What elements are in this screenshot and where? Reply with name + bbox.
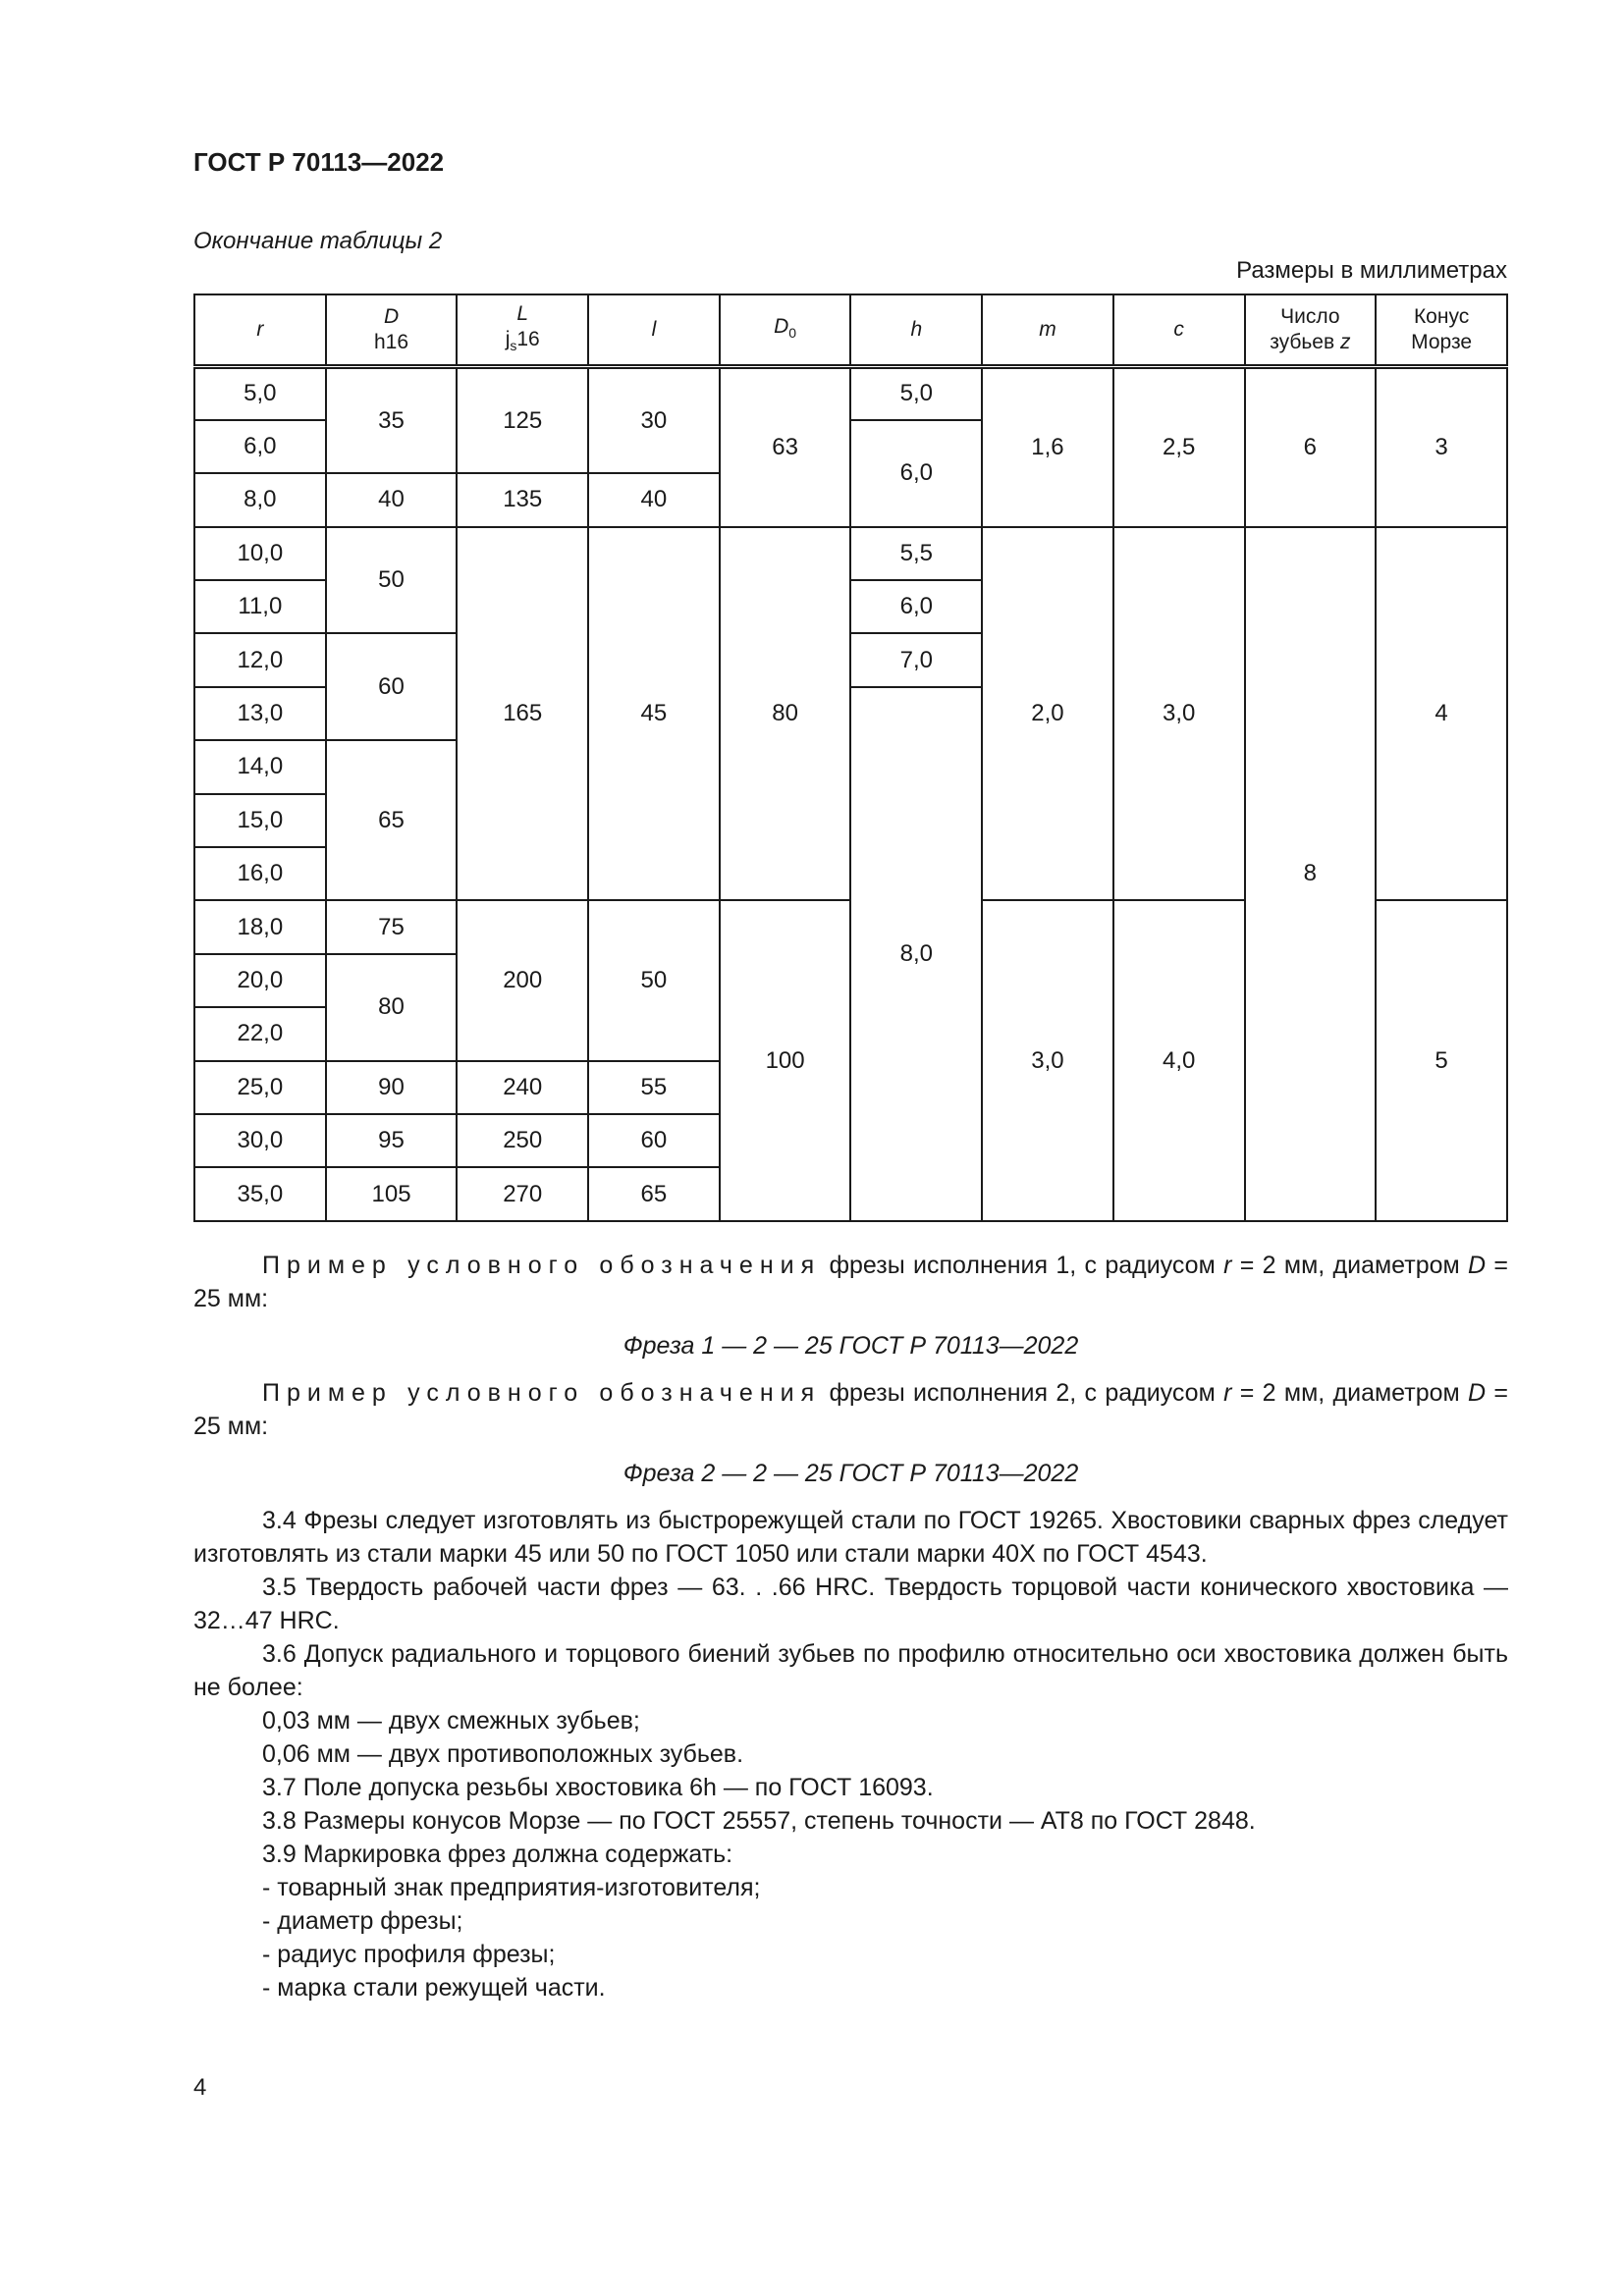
- cell-h: 6,0: [850, 580, 982, 633]
- cell-L: 165: [457, 527, 588, 901]
- cell-morse: 5: [1376, 900, 1507, 1220]
- table-row: [194, 527, 1507, 580]
- cell-h: 6,0: [850, 420, 982, 527]
- col-header-r: r: [194, 294, 326, 367]
- cell-L: 200: [457, 900, 588, 1060]
- cell-D: 75: [326, 900, 458, 953]
- cell-h: 8,0: [850, 687, 982, 1221]
- cell-h: 5,0: [850, 367, 982, 420]
- cell-L: 240: [457, 1061, 588, 1114]
- cell-D: 40: [326, 473, 458, 526]
- clause-3-5: 3.5 Твердость рабочей части фрез — 63. . .66 HRC. Твердость торцовой части конического хвостовика — 32…47 HRC.: [193, 1574, 1508, 1634]
- cell-r: 35,0: [194, 1167, 326, 1220]
- cell-c: 3,0: [1113, 527, 1245, 901]
- clause-3-6-item: 0,06 мм — двух противоположных зубьев.: [262, 1740, 744, 1768]
- cell-D: 105: [326, 1167, 458, 1220]
- cell-r: 13,0: [194, 687, 326, 740]
- cell-z: 6: [1245, 367, 1377, 527]
- cell-r: 30,0: [194, 1114, 326, 1167]
- example-1-designation: Фреза 1 — 2 — 25 ГОСТ Р 70113—2022: [623, 1332, 1079, 1360]
- cell-D: 90: [326, 1061, 458, 1114]
- cell-m: 1,6: [982, 367, 1113, 527]
- cell-D: 65: [326, 740, 458, 900]
- clause-3-8: 3.8 Размеры конусов Морзе — по ГОСТ 25557, степень точности — АТ8 по ГОСТ 2848.: [262, 1807, 1256, 1835]
- example-2-designation: Фреза 2 — 2 — 25 ГОСТ Р 70113—2022: [623, 1460, 1079, 1487]
- cell-L: 125: [457, 367, 588, 474]
- cell-r: 14,0: [194, 740, 326, 793]
- clause-3-9: 3.9 Маркировка фрез должна содержать:: [262, 1841, 733, 1868]
- col-header-teeth: Число зубьев z: [1245, 294, 1377, 367]
- cell-c: 2,5: [1113, 367, 1245, 527]
- table-header-row: [194, 294, 1507, 367]
- clause-3-9-item: - радиус профиля фрезы;: [262, 1941, 556, 1968]
- body-text: [193, 1249, 1508, 2004]
- clause-3-7: 3.7 Поле допуска резьбы хвостовика 6h — по ГОСТ 16093.: [262, 1774, 934, 1801]
- cell-m: 3,0: [982, 900, 1113, 1220]
- cell-D0: 100: [720, 900, 851, 1220]
- cell-z: 8: [1245, 527, 1377, 1221]
- cell-morse: 3: [1376, 367, 1507, 527]
- cell-l: 65: [588, 1167, 720, 1220]
- cell-r: 15,0: [194, 794, 326, 847]
- cell-D0: 80: [720, 527, 851, 901]
- clause-3-9-item: - диаметр фрезы;: [262, 1907, 463, 1935]
- cell-D: 50: [326, 527, 458, 634]
- cell-l: 30: [588, 367, 720, 474]
- cell-D: 35: [326, 367, 458, 474]
- table-row: [194, 367, 1507, 420]
- cell-m: 2,0: [982, 527, 1113, 901]
- cell-D: 60: [326, 633, 458, 740]
- table-units: Размеры в миллиметрах: [1236, 257, 1507, 284]
- clause-3-4: 3.4 Фрезы следует изготовлять из быстрорежущей стали по ГОСТ 19265. Хвостовики сварных фрез следует изготовлять из стали марки 45 или 50 по ГОСТ 1050 или стали марки 40Х по ГОСТ 4543.: [193, 1507, 1508, 1568]
- cell-L: 135: [457, 473, 588, 526]
- col-header-L: L $j_s16$: [457, 294, 588, 367]
- col-header-D0: $D_0$: [720, 294, 851, 367]
- cell-L: 250: [457, 1114, 588, 1167]
- clause-3-9-item: - товарный знак предприятия-изготовителя;: [262, 1874, 761, 1901]
- page-number: 4: [193, 2074, 207, 2101]
- col-header-m: m: [982, 294, 1113, 367]
- cell-r: 10,0: [194, 527, 326, 580]
- cell-morse: 4: [1376, 527, 1507, 901]
- example-2-paragraph: Пример условного обозначения фрезы исполнения 2, с радиусом r = 2 мм, диаметром D = 25 мм:: [193, 1379, 1508, 1440]
- cell-r: 12,0: [194, 633, 326, 686]
- col-header-D: D h16: [326, 294, 458, 367]
- cell-c: 4,0: [1113, 900, 1245, 1220]
- clause-3-6-item: 0,03 мм — двух смежных зубьев;: [262, 1707, 640, 1735]
- cell-r: 8,0: [194, 473, 326, 526]
- cell-r: 5,0: [194, 367, 326, 420]
- col-header-morse: Конус Морзе: [1376, 294, 1507, 367]
- dimensions-table: [193, 294, 1508, 1222]
- cell-r: 16,0: [194, 847, 326, 900]
- table-caption: Окончание таблицы 2: [193, 228, 443, 254]
- cell-D: 80: [326, 954, 458, 1061]
- clause-3-6: 3.6 Допуск радиального и торцового биений зубьев по профилю относительно оси хвостовика должен быть не более:: [193, 1640, 1508, 1701]
- document-header: ГОСТ Р 70113—2022: [193, 147, 445, 177]
- cell-D0: 63: [720, 367, 851, 527]
- cell-r: 6,0: [194, 420, 326, 473]
- cell-h: 7,0: [850, 633, 982, 686]
- cell-D: 95: [326, 1114, 458, 1167]
- clause-3-9-item: - марка стали режущей части.: [262, 1974, 606, 2002]
- col-header-l: l: [588, 294, 720, 367]
- col-header-c: c: [1113, 294, 1245, 367]
- col-header-h: h: [850, 294, 982, 367]
- example-1-paragraph: Пример условного обозначения фрезы исполнения 1, с радиусом r = 2 мм, диаметром D = 25 мм:: [193, 1252, 1508, 1312]
- cell-r: 25,0: [194, 1061, 326, 1114]
- cell-l: 50: [588, 900, 720, 1060]
- cell-h: 5,5: [850, 527, 982, 580]
- cell-r: 11,0: [194, 580, 326, 633]
- cell-r: 22,0: [194, 1007, 326, 1060]
- cell-l: 55: [588, 1061, 720, 1114]
- cell-l: 40: [588, 473, 720, 526]
- cell-l: 45: [588, 527, 720, 901]
- cell-l: 60: [588, 1114, 720, 1167]
- cell-r: 18,0: [194, 900, 326, 953]
- cell-r: 20,0: [194, 954, 326, 1007]
- cell-L: 270: [457, 1167, 588, 1220]
